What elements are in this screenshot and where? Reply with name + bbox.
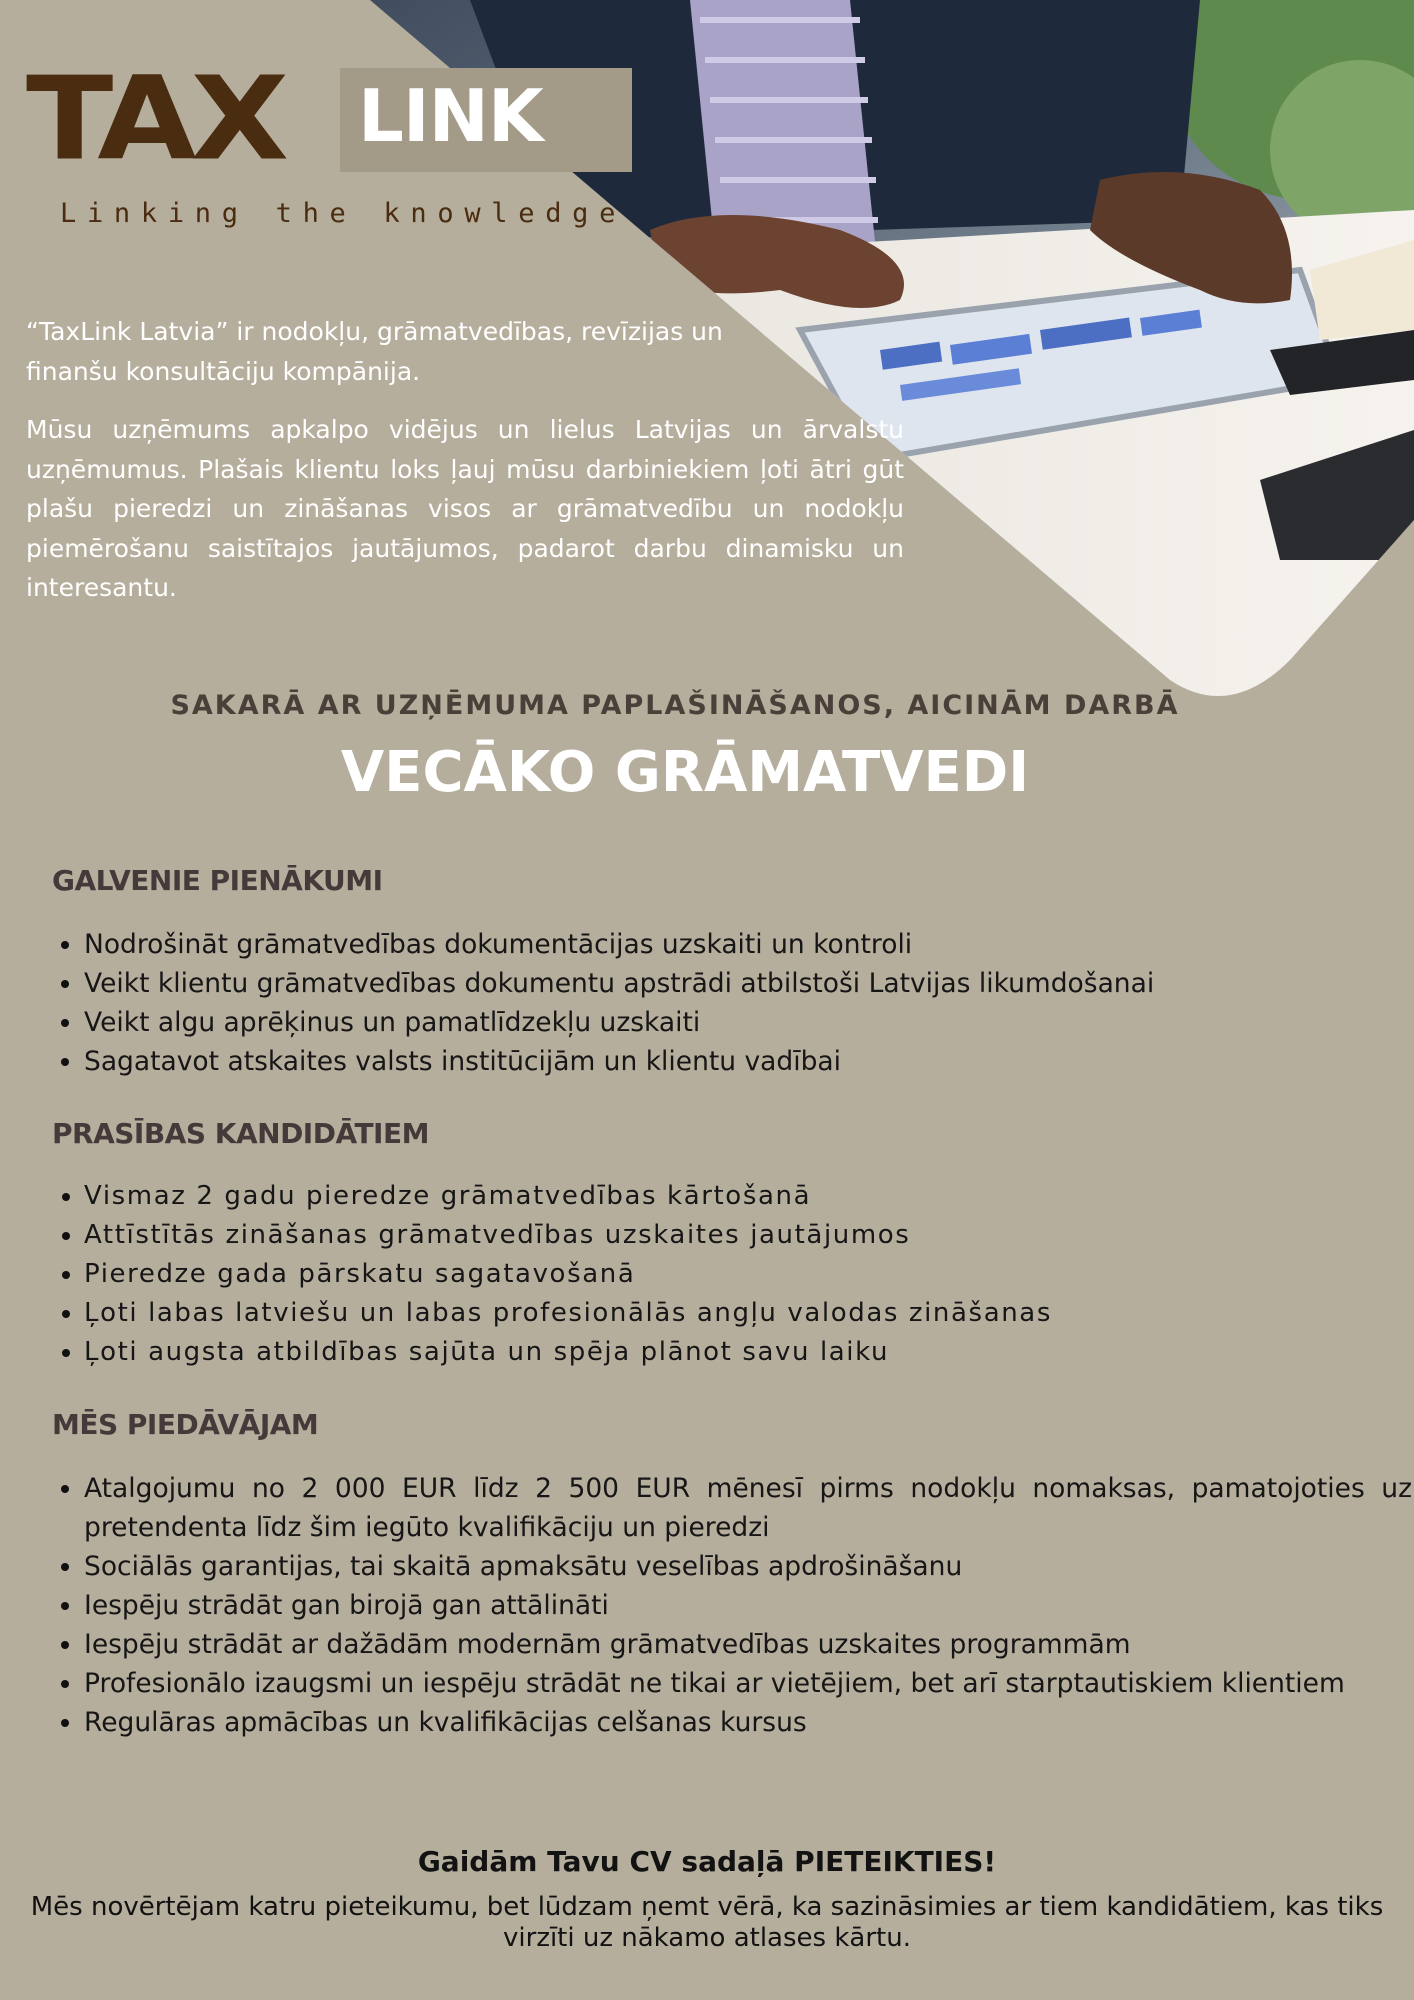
taxlink-logo (26, 52, 627, 242)
logo-tax-text: TAX (26, 52, 284, 187)
intro-lead: “TaxLink Latvia” ir nodokļu, grāmatvedības, revīzijas un finanšu konsultāciju kompānija. (26, 317, 723, 386)
duties-heading: GALVENIE PIENĀKUMI (52, 864, 383, 897)
duties-list (52, 925, 1412, 1081)
list-item: • Atalgojumu no 2 000 EUR līdz 2 500 EUR mēnesī pirms nodokļu nomaksas, pamatojoties uz pretendenta līdz šim iegūto kvalifikāciju un pieredzi (84, 1469, 1412, 1547)
list-item: • Attīstītās zināšanas grāmatvedības uzskaites jautājumos (84, 1216, 1412, 1255)
list-item: • Sagatavot atskaites valsts institūcijām un klientu vadībai (84, 1042, 1412, 1081)
offer-heading: MĒS PIEDĀVĀJAM (52, 1408, 319, 1441)
list-item: • Sociālās garantijas, tai skaitā apmaksātu veselības apdrošināšanu (84, 1547, 1412, 1586)
list-item: • Profesionālo izaugsmi un iespēju strādāt ne tikai ar vietējiem, bet arī starptautiskiem klientiem (84, 1664, 1412, 1703)
position-title: VECĀKO GRĀMATVEDI (340, 740, 1030, 805)
requirements-heading: PRASĪBAS KANDIDĀTIEM (52, 1117, 429, 1150)
list-item: • Veikt klientu grāmatvedības dokumentu apstrādi atbilstoši Latvijas likumdošanai (84, 964, 1412, 1003)
list-item: • Veikt algu aprēķinus un pamatlīdzekļu uzskaiti (84, 1003, 1412, 1042)
selection-note: Mēs novērtējam katru pieteikumu, bet lūdzam ņemt vērā, ka sazināsimies ar tiem kandidātiem, kas tiks virzīti uz nākamo atlases kārtu. (30, 1892, 1384, 1953)
requirements-list (52, 1177, 1412, 1372)
intro-body: Mūsu uzņēmums apkalpo vidējus un lielus Latvijas un ārvalstu uzņēmumus. Plašais klientu loks ļauj mūsu darbiniekiem ļoti ātri gūt plašu pieredzi un zināšanas visos ar grāmatvedību un nodokļu piemērošanu saistītajos jautājumos, padarot darbu dinamisku un interesantu. (26, 415, 904, 602)
list-item: • Nodrošināt grāmatvedības dokumentācijas uzskaiti un kontroli (84, 925, 1412, 964)
list-item: • Iespēju strādāt gan birojā gan attālināti (84, 1586, 1412, 1625)
list-item: • Iespēju strādāt ar dažādām modernām grāmatvedības uzskaites programmām (84, 1625, 1412, 1664)
offer-list (52, 1469, 1412, 1742)
logo-tagline: Linking the knowledge (60, 198, 627, 229)
logo-link-text: LINK (358, 74, 543, 158)
hiring-subtitle: SAKARĀ AR UZŅĒMUMA PAPLAŠINĀŠANOS, AICINĀM DARBĀ (170, 690, 1180, 721)
apply-call-to-action: Gaidām Tavu CV sadaļā PIETEIKTIES! (417, 1845, 997, 1878)
list-item: • Ļoti augsta atbildības sajūta un spēja plānot savu laiku (84, 1333, 1412, 1372)
list-item: • Regulāras apmācības un kvalifikācijas celšanas kursus (84, 1703, 1412, 1742)
list-item: • Ļoti labas latviešu un labas profesionālās angļu valodas zināšanas (84, 1294, 1412, 1333)
list-item: • Vismaz 2 gadu pieredze grāmatvedības kārtošanā (84, 1177, 1412, 1216)
list-item: • Pieredze gada pārskatu sagatavošanā (84, 1255, 1412, 1294)
